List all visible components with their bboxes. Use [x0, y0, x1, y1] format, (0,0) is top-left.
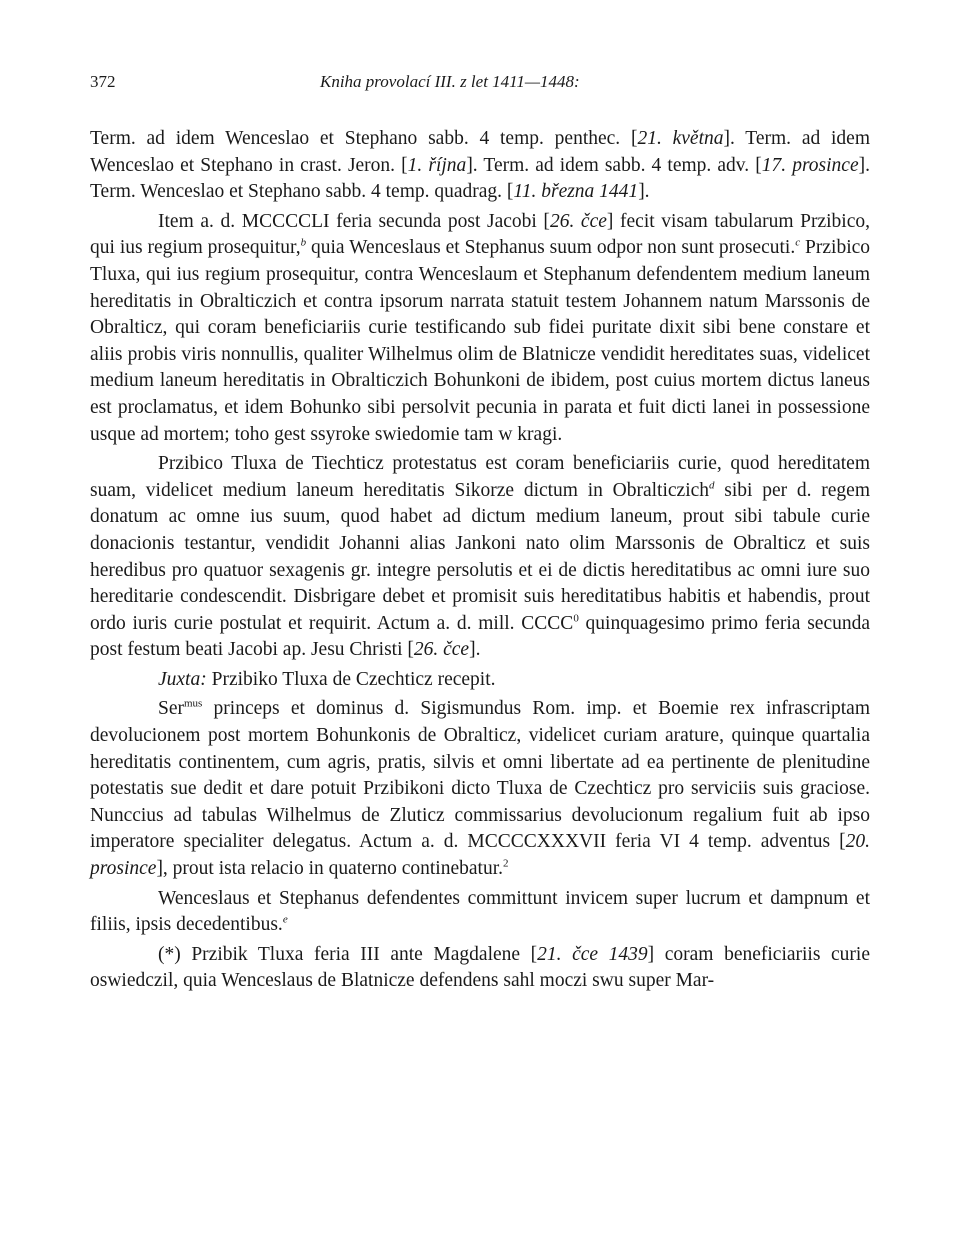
- italic-text: 1. října: [407, 154, 467, 176]
- footnote-marker: b: [300, 236, 307, 249]
- text-run: ]. Term. Wenceslao et Stephano sabb. 4 temp. quadrag. [: [90, 154, 870, 203]
- paragraph: [90, 942, 870, 995]
- text-run: ].: [469, 639, 481, 661]
- footnote-marker: 0: [573, 612, 579, 625]
- italic-text: 21. května: [637, 128, 724, 149]
- paragraph: [90, 886, 870, 939]
- text-run: quinquagesimo primo feria secunda post festum beati Jacobi ap. Jesu Christi [: [90, 612, 871, 661]
- paragraph: [90, 126, 870, 206]
- text-run: ].: [638, 181, 650, 203]
- body-text: [90, 126, 870, 995]
- text-run: ] coram beneficiariis curie oswiedczil, quia Wenceslaus de Blatnicze defendens sahl moczi swu super Mar-: [90, 943, 870, 992]
- text-run: (*) Przibik Tluxa feria III ante Magdalene [: [158, 943, 538, 965]
- italic-text: 21. čce 1439: [537, 943, 648, 965]
- page-header: [90, 72, 870, 102]
- running-title: Kniha provolací III. z let 1411—1448:: [320, 72, 580, 91]
- footnote-marker: d: [709, 479, 715, 492]
- italic-text: 20. prosince: [90, 831, 870, 880]
- text-run: Item a. d. MCCCCLI feria secunda post Jacobi [: [158, 210, 550, 232]
- page-number: 372: [90, 72, 116, 91]
- text-run: Przibico Tluxa de Tiechticz protestatus est coram beneficiariis curie, quod hereditatem suam, videlicet medium laneum hereditatis Sikorze dictum in Obralticzich: [90, 453, 870, 501]
- text-run: sibi per d. regem donatum ac omne ius suum, quod habet ad dictum medium laneum, prout sibi tabule curie donacionis testantur, vendidit Johanni alias Jankoni nato olim Marssonis de Obralticz et suis heredibus pro quatuor sexagenis gr. integre persolutis et ei de dictis hereditatibus ac omni iure suo hereditarie condescendit. Disbrigare debet et promisit suis hereditatibus habitis et habendis, prout ordo iuris curie postulat et requirit. Actum a. d. mill. CCCC: [90, 479, 870, 634]
- footnote-marker: e: [282, 913, 288, 926]
- text-run: Przibico Tluxa, qui ius regium prosequitur, contra Wenceslaum et Stephanum defendentem medium laneum hereditatis in Obralticzich et contra ipsorum narrata statuit testem Johannem natum Marssonis de Obralticz, qui coram beneficiariis curie testificando sub fidei puritate dixit sibi bene constare et aliis probis viris nonnullis, qualiter Wilhelmus olim de Blatnicze vendidit hereditates suas, videlicet medium laneum hereditatis in Obralticzich Bohunkoni de ibidem, post cuius mortem dictus laneus est proclamatus, et idem Bohunko sibi persolvit pecunia in parata et fuit dicti lanei in possessione usque ad mortem; toho gest ssyroke swiedomie tam w kragi.: [90, 237, 871, 445]
- text-run: ] fecit visam tabularum Przibico, qui ius regium prosequitur,: [90, 210, 871, 259]
- paragraph: [90, 696, 870, 882]
- text-run: Term. ad idem Wenceslao et Stephano sabb. 4 temp. penthec. [: [90, 128, 638, 149]
- text-run: ]. Term. ad idem sabb. 4 temp. adv. [: [466, 154, 762, 176]
- text-run: quia Wenceslaus et Stephanus suum odpor non sunt prosecuti.: [306, 237, 796, 259]
- text-run: princeps et dominus d. Sigismundus Rom. imp. et Boemie rex infrascriptam devolucionem post mortem Bohunkonis de Obralticz, videlicet curiam arature, quinque quartalia hereditatis continentem, cum agris, pratis, silvis et omni libertate ad ea pertinente de plenitudine potestatis sue dedit et dare potuit Przibikoni dicto Tluxa de Czechticz pro serviciis suis graciose. Nunccius ad tabulas Wilhelmus de Zluticz commissarius devolucionum regalium fuit ab ipso imperatore specialiter delegatus. Actum a. d. MCCCCXXXVII feria VI 4 temp. adventus [: [90, 698, 870, 853]
- italic-text: 26. čce: [413, 639, 470, 661]
- italic-text: 17. prosince: [761, 154, 859, 176]
- paragraph: [90, 667, 870, 694]
- footnote-marker: c: [795, 236, 801, 249]
- footnote-marker: 2: [503, 857, 509, 870]
- italic-text: 26. čce: [549, 210, 607, 232]
- paragraph: [90, 451, 870, 664]
- text-run: Wenceslaus et Stephanus defendentes committunt invicem super lucrum et dampnum et filiis, ipsis decedentibus.: [90, 887, 870, 936]
- text-run: Ser: [158, 698, 184, 720]
- text-run: Przibiko Tluxa de Czechticz recepit.: [206, 668, 496, 690]
- footnote-marker: mus: [184, 697, 203, 710]
- italic-text: Juxta:: [158, 668, 207, 690]
- text-run: ], prout ista relacio in quaterno continebatur.: [156, 858, 503, 880]
- italic-text: 11. března 1441: [513, 181, 639, 203]
- text-run: ]. Term. ad idem Wenceslao et Stephano in crast. Jeron. [: [90, 128, 870, 176]
- paragraph: [90, 209, 870, 448]
- document-page: [90, 72, 870, 995]
